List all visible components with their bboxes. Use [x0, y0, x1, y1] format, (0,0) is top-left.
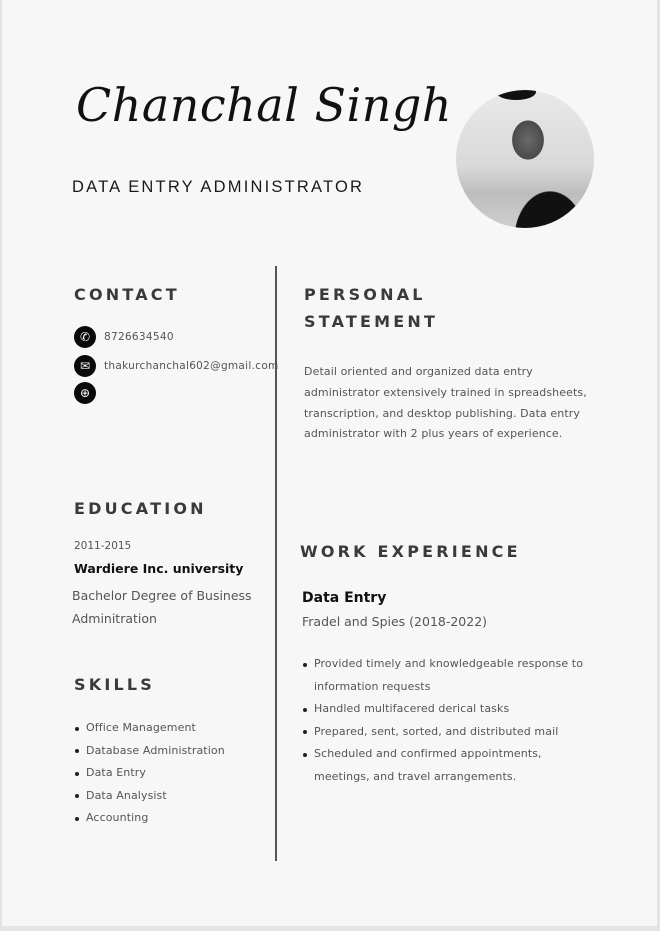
personal-statement-text — [304, 362, 614, 445]
skill-item: Accounting — [74, 807, 225, 830]
envelope-icon: ✉ — [74, 355, 96, 377]
work-role: Data Entry — [302, 590, 387, 606]
work-duties-list — [302, 653, 612, 788]
work-company: Fradel and Spies (2018-2022) — [302, 614, 488, 629]
education-school: Wardiere Inc. university — [74, 561, 244, 576]
skill-item: Office Management — [74, 717, 225, 740]
personal-statement-heading — [304, 281, 438, 335]
contact-website — [74, 382, 104, 404]
work-duty-item: Handled multifacered derical tasks — [302, 698, 612, 721]
globe-icon: ⊕ — [74, 382, 96, 404]
contact-email — [74, 355, 279, 377]
job-title: DATA ENTRY ADMINISTRATOR — [72, 178, 365, 196]
email-address[interactable]: thakurchanchal602@gmail.com — [104, 360, 279, 372]
statement-line: administrator with 2 plus years of experience. — [304, 427, 563, 441]
photo-hair-shape — [496, 90, 536, 100]
education-heading: EDUCATION — [74, 499, 207, 518]
statement-line: administrator extensively trained in spreadsheets, — [304, 385, 587, 399]
education-degree: Bachelor Degree of Business Adminitration — [72, 588, 252, 626]
education-years: 2011-2015 — [74, 540, 132, 552]
personal-statement-heading-line2: STATEMENT — [304, 312, 439, 331]
work-duty-item: Prepared, sent, sorted, and distributed mail — [302, 721, 612, 744]
personal-statement-heading-line1: PERSONAL — [304, 285, 426, 304]
resume-page — [2, 0, 657, 926]
work-duty-item: Scheduled and confirmed appointments, — [302, 743, 612, 766]
statement-line: transcription, and desktop publishing. Data entry — [304, 406, 581, 420]
skills-list — [74, 717, 225, 830]
skill-item: Data Entry — [74, 762, 225, 785]
phone-number[interactable]: 8726634540 — [104, 331, 174, 343]
phone-icon: ✆ — [74, 326, 96, 348]
work-duty-item: Provided timely and knowledgeable response to — [302, 653, 612, 676]
candidate-name: Chanchal Singh — [76, 78, 452, 132]
profile-photo — [456, 90, 594, 228]
skills-heading: SKILLS — [74, 675, 155, 694]
contact-heading: CONTACT — [74, 285, 180, 304]
contact-phone — [74, 326, 174, 348]
skill-item: Database Administration — [74, 740, 225, 763]
skill-item: Data Analysist — [74, 785, 225, 808]
work-duty-continuation: meetings, and travel arrangements. — [314, 769, 517, 783]
statement-line: Detail oriented and organized data entry — [304, 365, 533, 378]
work-experience-heading: WORK EXPERIENCE — [300, 542, 521, 561]
work-duty-continuation: information requests — [314, 679, 431, 693]
